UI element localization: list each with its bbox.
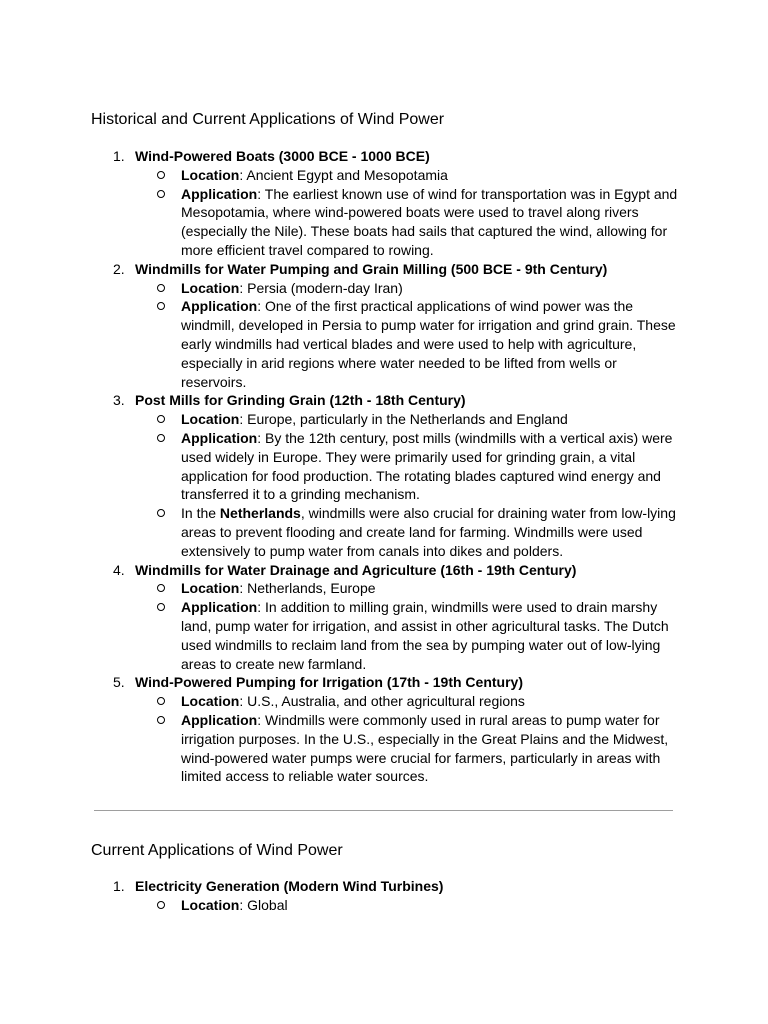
application-label: Application <box>181 599 258 616</box>
application-text: : The earliest known use of wind for transportation was in Egypt and Mesopotamia, where wind-powered boats were used to travel along rivers (especially the Nile). These boats had sails that captured the wind, allowing for more efficient travel compared to rowing. <box>181 185 678 258</box>
location-label: Location <box>181 166 240 183</box>
hollow-bullet-icon <box>157 509 165 517</box>
location-text: : Persia (modern-day Iran) <box>239 279 403 296</box>
note-text-bold: Netherlands <box>219 505 301 522</box>
item-number: 5. <box>113 674 125 691</box>
note-text-pre: In the <box>181 505 220 522</box>
sub-item-application <box>135 598 681 673</box>
application-text: : By the 12th century, post mills (windmills with a vertical axis) were used widely in Europe. They were primarily used for grinding grain, a vital application for food production. The rotating blades captured wind energy and transferred it to a grinding mechanism. <box>181 429 673 503</box>
sub-item-application <box>135 429 681 504</box>
list-item <box>91 673 681 786</box>
location-text: : Netherlands, Europe <box>239 580 376 597</box>
hollow-bullet-icon <box>157 190 165 198</box>
sub-list <box>135 279 681 392</box>
sub-item-location <box>135 896 681 915</box>
hollow-bullet-icon <box>157 284 165 292</box>
location-label: Location <box>181 693 240 710</box>
item-title: Wind-Powered Pumping for Irrigation (17th - 19th Century) <box>135 674 523 691</box>
sub-list <box>135 579 681 673</box>
hollow-bullet-icon <box>157 716 165 724</box>
sub-item-location <box>135 579 681 598</box>
application-text: : In addition to milling grain, windmills were used to drain marshy land, pump water for irrigation, and assist in other agricultural tasks. The Dutch used windmills to reclaim land from the sea by pumping water out of low-lying areas to create new farmland. <box>181 599 669 672</box>
sub-list <box>135 896 681 915</box>
sub-list <box>135 410 681 560</box>
sub-item-application <box>135 297 681 391</box>
sub-item-location <box>135 692 681 711</box>
location-label: Location <box>181 279 240 296</box>
list-item <box>91 260 681 392</box>
horizontal-divider <box>94 810 673 811</box>
hollow-bullet-icon <box>157 302 165 310</box>
list-item <box>91 877 681 915</box>
item-title: Post Mills for Grinding Grain (12th - 18th Century) <box>135 392 466 409</box>
item-number: 2. <box>113 260 125 277</box>
item-number: 4. <box>113 561 125 578</box>
item-number: 1. <box>113 878 125 894</box>
sub-list <box>135 692 681 786</box>
hollow-bullet-icon <box>157 584 165 592</box>
hollow-bullet-icon <box>157 434 165 442</box>
hollow-bullet-icon <box>157 415 165 423</box>
hollow-bullet-icon <box>157 603 165 611</box>
application-label: Application <box>181 429 258 446</box>
application-label: Application <box>181 185 258 202</box>
location-label: Location <box>181 896 240 913</box>
location-label: Location <box>181 580 240 597</box>
sub-item-location <box>135 279 681 298</box>
sub-item-location <box>135 166 681 185</box>
application-text: : One of the first practical applications of wind power was the windmill, developed in Persia to pump water for irrigation and grind grain. These early windmills had vertical blades and were used to help with agriculture, especially in arid regions where water needed to be lifted from wells or reservoirs. <box>181 298 676 390</box>
application-label: Application <box>181 711 258 728</box>
historical-list <box>91 147 681 786</box>
sub-item-location <box>135 410 681 429</box>
list-item <box>91 147 681 260</box>
current-list <box>91 877 681 915</box>
item-title: Windmills for Water Pumping and Grain Milling (500 BCE - 9th Century) <box>135 260 608 277</box>
section-heading-historical: Historical and Current Applications of Wind Power <box>91 111 445 128</box>
hollow-bullet-icon <box>157 171 165 179</box>
sub-item-netherlands <box>135 504 681 560</box>
hollow-bullet-icon <box>157 901 165 909</box>
location-text: : U.S., Australia, and other agricultural regions <box>239 693 525 710</box>
location-label: Location <box>181 411 240 428</box>
item-title: Wind-Powered Boats (3000 BCE - 1000 BCE) <box>135 148 430 164</box>
location-text: : Europe, particularly in the Netherlands and England <box>239 411 568 428</box>
item-number: 3. <box>113 392 125 409</box>
sub-item-application <box>135 711 681 786</box>
note-text-post: , windmills were also crucial for draining water from low-lying areas to prevent flooding and create land for farming. Windmills were used extensively to pump water from canals into dikes and polders. <box>181 505 676 559</box>
item-title: Windmills for Water Drainage and Agriculture (16th - 19th Century) <box>135 561 577 578</box>
sub-list <box>135 166 681 260</box>
hollow-bullet-icon <box>157 697 165 705</box>
sub-item-application <box>135 185 681 260</box>
item-number: 1. <box>113 148 125 164</box>
location-text: : Ancient Egypt and Mesopotamia <box>239 166 448 183</box>
list-item <box>91 561 681 674</box>
application-label: Application <box>181 298 258 315</box>
section-heading-current: Current Applications of Wind Power <box>91 842 343 859</box>
location-text: : Global <box>239 896 288 913</box>
item-title: Electricity Generation (Modern Wind Turbines) <box>135 878 444 894</box>
list-item <box>91 391 681 560</box>
application-text: : Windmills were commonly used in rural areas to pump water for irrigation purposes. In the U.S., especially in the Great Plains and the Midwest, wind-powered water pumps were crucial for farmers, particularly in areas with limited access to reliable water sources. <box>181 711 669 785</box>
